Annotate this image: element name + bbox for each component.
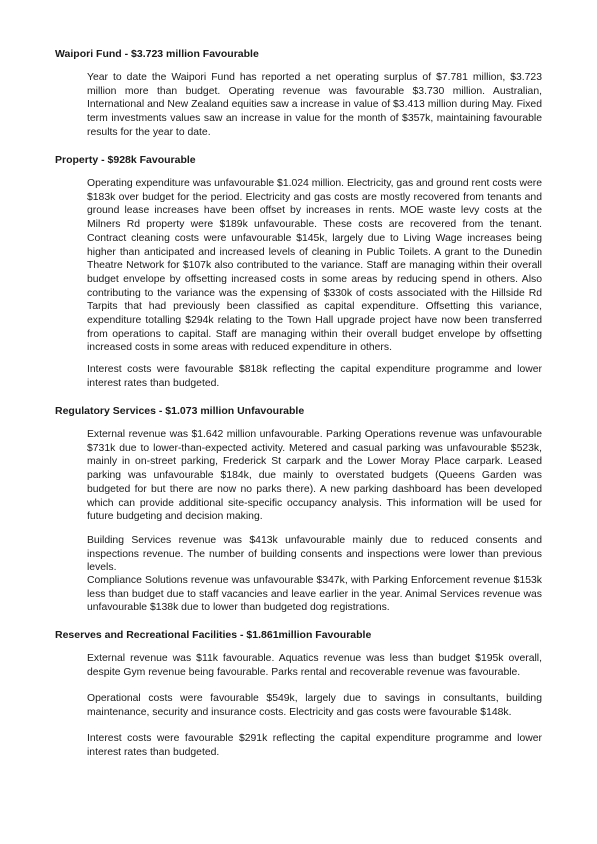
section-heading-reserves-recreational: Reserves and Recreational Facilities - $1.861million Favourable bbox=[55, 629, 372, 641]
property-paragraph-1: Operating expenditure was unfavourable $1.024 million. Electricity, gas and ground rent costs were $183k over budget for the period. Electricity and gas costs are mostly recovered from tenants and ground lease increases have been offset by increases in rents. MOE waste levy costs at the Milners Rd property were $189k unfavourable. These costs are recovered from the tenant. Contract cleaning costs were unfavourable $145k, largely due to Living Wage increases being higher than anticipated and increased levels of cleaning in Public Toilets. A grant to the Dunedin Theatre Network for $107k also contributed to the variance. Staff are managing within their overall budget envelope by offsetting increased costs in some areas by reducing spend in others. Also contributing to the variance was the expensing of $330k of costs associated with the Hillside Rd Tarpits that had previously been classified as capital expenditure. Offsetting this variance, expenditure totalling $294k relating to the Town Hall upgrade project have now been transferred from operations to capital. Staff are managing within their overall budget envelope by offsetting increased costs in some areas with reduced expenditure in others. bbox=[87, 178, 542, 354]
section-heading-waipori-fund: Waipori Fund - $3.723 million Favourable bbox=[55, 48, 259, 60]
regulatory-paragraph-3: Compliance Solutions revenue was unfavourable $347k, with Parking Enforcement revenue $153k less than budget due to staff vacancies and leave earlier in the year. Animal Services revenue was unfavourable $138k due to lower than budgeted dog registrations. bbox=[87, 575, 542, 614]
reserves-paragraph-1: External revenue was $11k favourable. Aquatics revenue was less than budget $195k overall, despite Gym revenue being favourable. Parks rental and recoverable revenue was favourable. bbox=[87, 653, 542, 678]
regulatory-paragraph-2: Building Services revenue was $413k unfavourable mainly due to reduced consents and inspections revenue. The number of building consents and inspections were lower than previous levels. bbox=[87, 535, 542, 574]
waipori-paragraph-1: Year to date the Waipori Fund has reported a net operating surplus of $7.781 million, $3.723 million more than budget. Operating revenue was favourable $3.730 million. Australian, International and New Zealand equities saw a increase in value of $3.413 million during May. Fixed term investments values saw an increase in value for the month of $357k, maintaining favourable results for the year to date. bbox=[87, 72, 542, 138]
property-paragraph-2: Interest costs were favourable $818k reflecting the capital expenditure programme and lower interest rates than budgeted. bbox=[87, 364, 542, 389]
regulatory-paragraph-1: External revenue was $1.642 million unfavourable. Parking Operations revenue was unfavourable $731k due to lower-than-expected activity. Metered and casual parking was unfavourable $523k, mainly in on-street parking, Frederick St carpark and the Lower Moray Place carpark. Leased parking was unfavourable $184k, due mainly to overstated budgets (Queens Garden was budgeted for but there are now no parks there). A new parking dashboard has been developed which can provide additional site-specific occupancy analysis. This information will be used for future budgeting and decision making. bbox=[87, 429, 542, 523]
reserves-paragraph-2: Operational costs were favourable $549k, largely due to savings in consultants, building maintenance, security and insurance costs. Electricity and gas costs were favourable $148k. bbox=[87, 693, 542, 718]
section-heading-property: Property - $928k Favourable bbox=[55, 154, 196, 166]
reserves-paragraph-3: Interest costs were favourable $291k reflecting the capital expenditure programme and lower interest rates than budgeted. bbox=[87, 733, 542, 758]
section-heading-regulatory-services: Regulatory Services - $1.073 million Unfavourable bbox=[55, 405, 305, 417]
